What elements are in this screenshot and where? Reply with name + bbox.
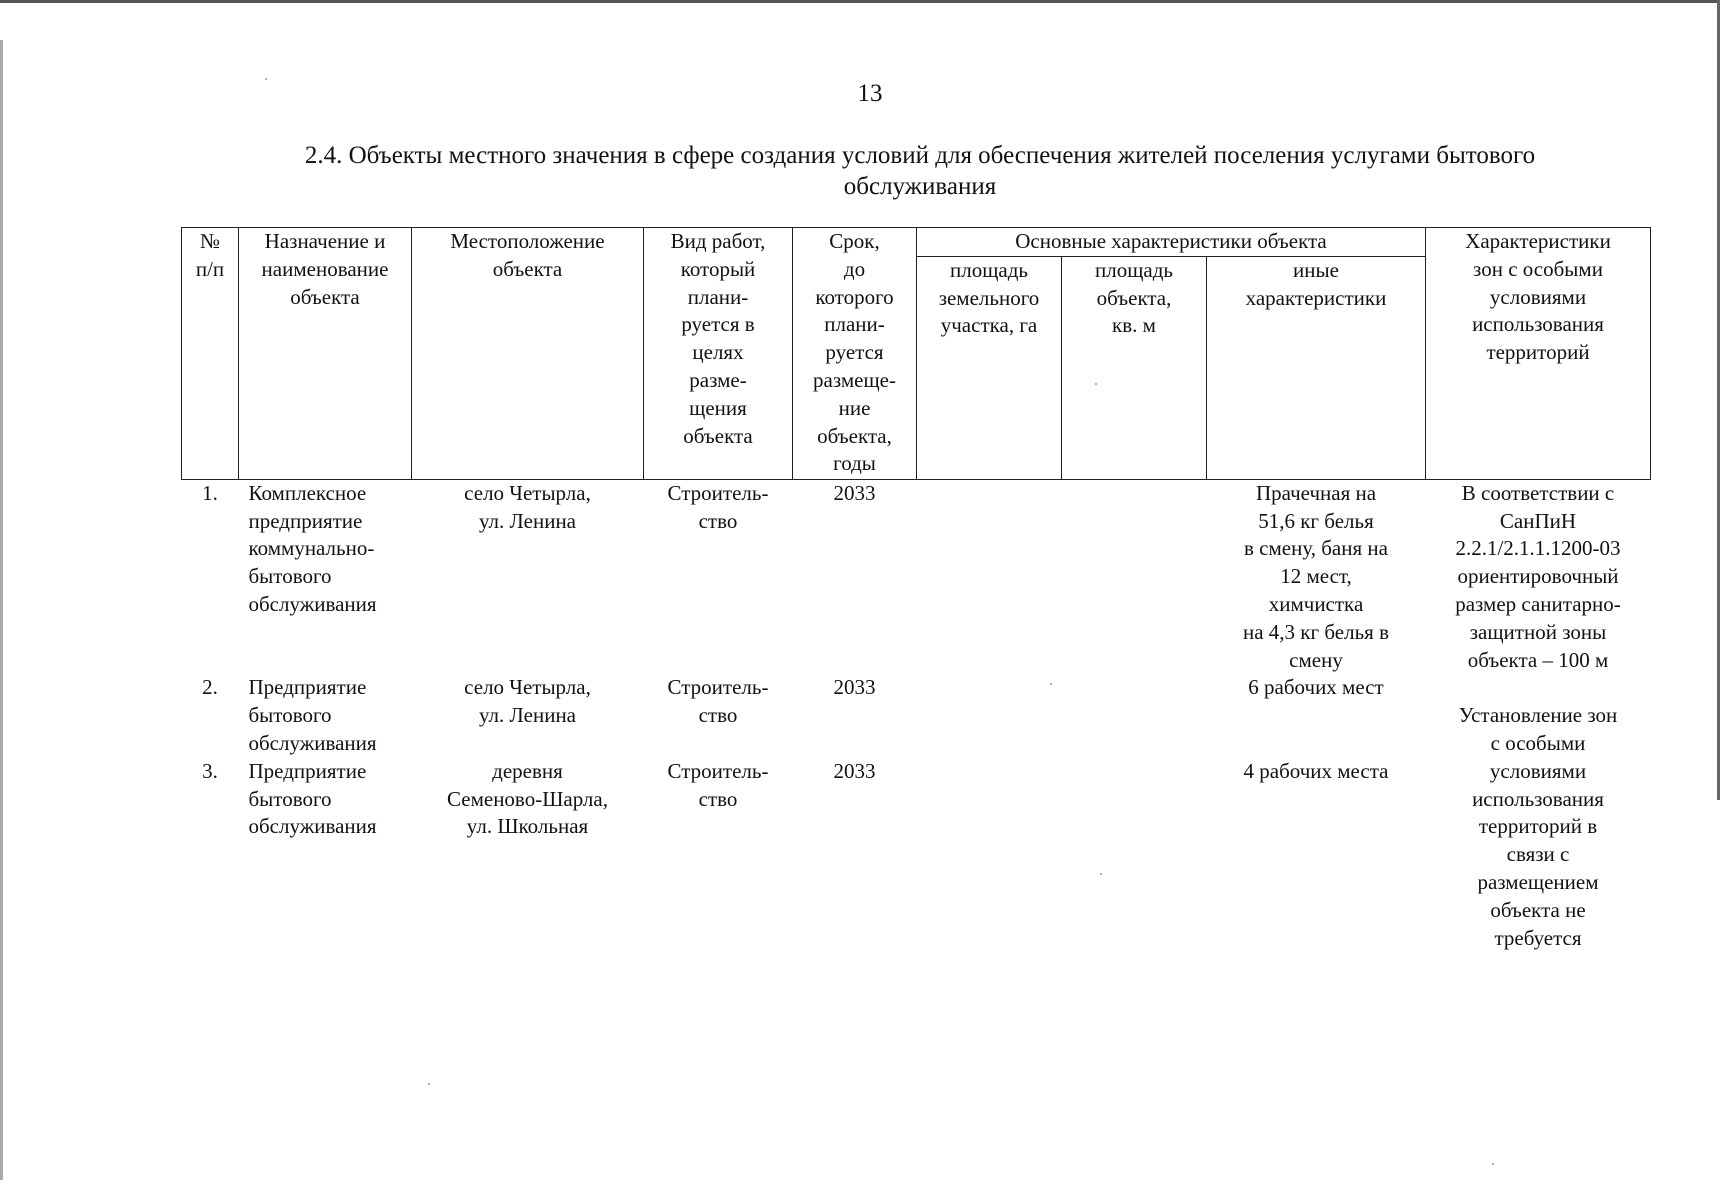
header-location [412, 228, 644, 480]
row-num: 3. [202, 758, 218, 783]
row-num: 1. [202, 480, 218, 505]
cell-line: 6 рабочих мест [1248, 675, 1384, 700]
cell-line: размещением [1477, 869, 1599, 894]
section-heading-line-2: обслуживания [843, 173, 997, 200]
cell-line: который [680, 256, 756, 281]
row-work-type [644, 674, 793, 757]
cell-line: Комплексное [248, 480, 367, 505]
cell-line: кв. м [1112, 313, 1156, 338]
cell-line: условиями [1489, 284, 1587, 309]
cell-line: в смену, баня на [1244, 536, 1388, 561]
row-location [412, 758, 644, 953]
cell-line: Строитель- [667, 675, 769, 700]
cell-line: Предприятие [248, 758, 367, 783]
scan-speck [1492, 1163, 1494, 1165]
row-zones [1426, 758, 1651, 953]
cell-line: щения [689, 395, 747, 420]
cell-line: ул. Школьная [466, 814, 589, 839]
cell-line: размер санитарно- [1455, 591, 1621, 616]
cell-line: Установление зон [1458, 703, 1618, 728]
scan-speck [1095, 383, 1097, 385]
header-other-characteristics [1207, 256, 1426, 479]
cell-line: Назначение и [264, 229, 386, 253]
header-zones [1426, 228, 1651, 480]
cell-line: ство [698, 508, 738, 533]
row-location [412, 479, 644, 674]
cell-line: плани- [687, 284, 749, 309]
cell-line: ство [698, 786, 738, 811]
row-object-area [1062, 674, 1207, 757]
cell-line: СанПиН [1499, 508, 1577, 533]
cell-line: п/п [195, 256, 225, 281]
cell-line: плани- [824, 312, 885, 337]
cell-line: связи с [1506, 842, 1570, 867]
cell-line: площадь [1095, 257, 1173, 282]
header-object-area [1062, 256, 1207, 479]
cell-line: Строитель- [667, 480, 769, 505]
page-edge-left [0, 40, 3, 1180]
cell-line: территорий в [1478, 814, 1598, 839]
objects-table [181, 227, 1651, 952]
cell-line [1428, 674, 1649, 702]
cell-line: годы [833, 451, 876, 476]
row-name [239, 758, 412, 953]
header-main-characteristics: Основные характеристики объекта [917, 228, 1426, 257]
cell-line: Прачечная на [1255, 480, 1377, 505]
table-row [182, 479, 1651, 674]
cell-line: Срок, [829, 229, 880, 253]
page-number: 13 [857, 80, 883, 107]
cell-line: использования [1472, 786, 1604, 811]
cell-line: предприятие [248, 508, 363, 533]
cell-line: условиями [1489, 758, 1587, 783]
cell-line: которого [815, 284, 894, 309]
scan-speck [1100, 873, 1102, 875]
cell-line: объекта, [1096, 285, 1172, 310]
cell-line: до [843, 256, 866, 281]
cell-line: бытового [248, 786, 332, 811]
scan-speck [265, 78, 267, 80]
row-object-area [1062, 758, 1207, 953]
cell-line: ул. Ленина [478, 703, 576, 728]
row-other-characteristics [1207, 758, 1426, 953]
cell-line: земельного [938, 285, 1040, 310]
cell-line: обслуживания [248, 814, 377, 839]
cell-line: целях [692, 340, 744, 365]
row-term: 2033 [833, 480, 876, 505]
cell-line: 4 рабочих места [1243, 758, 1389, 783]
header-term [793, 228, 917, 480]
cell-line: размеще- [813, 367, 896, 392]
table-row [182, 758, 1651, 953]
cell-line: Семеново-Шарла, [447, 786, 608, 811]
cell-line: смену [1289, 647, 1343, 672]
row-work-type [644, 479, 793, 674]
row-name [239, 479, 412, 674]
cell-line: 51,6 кг белья [1258, 508, 1374, 533]
table-row [182, 674, 1651, 757]
cell-line: иные [1293, 257, 1339, 282]
row-other-characteristics [1207, 674, 1426, 757]
cell-line: ство [698, 703, 738, 728]
cell-line: использования [1472, 312, 1604, 337]
scan-speck [1050, 683, 1052, 685]
cell-line: Вид работ, [670, 229, 766, 253]
cell-line: объекта [290, 284, 360, 309]
page-edge-top [0, 0, 1720, 3]
cell-line: характеристики [1245, 285, 1387, 310]
cell-line: Строитель- [667, 758, 769, 783]
scan-speck [428, 1083, 430, 1085]
cell-line: руется [825, 340, 884, 365]
cell-line: 12 мест, [1280, 564, 1352, 589]
cell-line: с особыми [1490, 730, 1586, 755]
cell-line: объекта [683, 423, 753, 448]
header-land-area [917, 256, 1062, 479]
cell-line: объекта не [1490, 897, 1586, 922]
table-body [182, 479, 1651, 952]
cell-line: обслуживания [248, 591, 377, 616]
cell-line: объекта, [817, 423, 892, 448]
row-work-type [644, 758, 793, 953]
cell-line: коммунально- [248, 536, 375, 561]
cell-line: территорий [1486, 340, 1590, 365]
cell-line: химчистка [1268, 591, 1364, 616]
cell-line: защитной зоны [1469, 619, 1607, 644]
cell-line: ние [838, 395, 871, 420]
cell-line: село Четырла, [464, 480, 591, 505]
cell-line: 2.2.1/2.1.1.1200-03 [1455, 536, 1621, 561]
cell-line: Характеристики [1465, 229, 1611, 253]
cell-line: ориентировочный [1457, 564, 1619, 589]
row-other-characteristics [1207, 479, 1426, 674]
cell-line: село Четырла, [464, 675, 591, 700]
cell-line: площадь [950, 257, 1028, 282]
section-heading [180, 140, 1660, 202]
cell-line: требуется [1494, 925, 1582, 950]
cell-line: Местоположение [450, 229, 605, 253]
section-heading-line-1: 2.4. Объекты местного значения в сфере создания условий для обеспечения жителей поселения услугами бытового [304, 142, 1536, 169]
row-land-area [917, 758, 1062, 953]
cell-line: обслуживания [248, 730, 377, 755]
row-object-area [1062, 479, 1207, 674]
cell-line: объекта – 100 м [1467, 647, 1609, 672]
row-name [239, 674, 412, 757]
cell-line: наименование [261, 256, 389, 281]
cell-line: участка, га [940, 313, 1038, 338]
row-term: 2033 [833, 675, 876, 700]
header-work-type [644, 228, 793, 480]
row-land-area [917, 674, 1062, 757]
row-land-area [917, 479, 1062, 674]
row-num: 2. [202, 675, 218, 700]
cell-line: бытового [248, 703, 332, 728]
cell-line: бытового [248, 564, 332, 589]
cell-line: Предприятие [248, 675, 367, 700]
header-name [239, 228, 412, 480]
header-num [182, 228, 239, 480]
row-zones [1426, 479, 1651, 674]
cell-line: В соответствии с [1461, 480, 1615, 505]
row-location [412, 674, 644, 757]
cell-line: объекта [492, 256, 563, 281]
cell-line: ул. Ленина [478, 508, 576, 533]
row-term: 2033 [833, 758, 876, 783]
cell-line: зон с особыми [1473, 256, 1603, 281]
cell-line: № [199, 229, 221, 253]
cell-line: деревня [492, 758, 563, 783]
cell-line: руется в [681, 312, 755, 337]
row-zones [1426, 674, 1651, 757]
cell-line: на 4,3 кг белья в [1243, 619, 1389, 644]
table-header [182, 228, 1651, 480]
cell-line: разме- [689, 367, 747, 392]
